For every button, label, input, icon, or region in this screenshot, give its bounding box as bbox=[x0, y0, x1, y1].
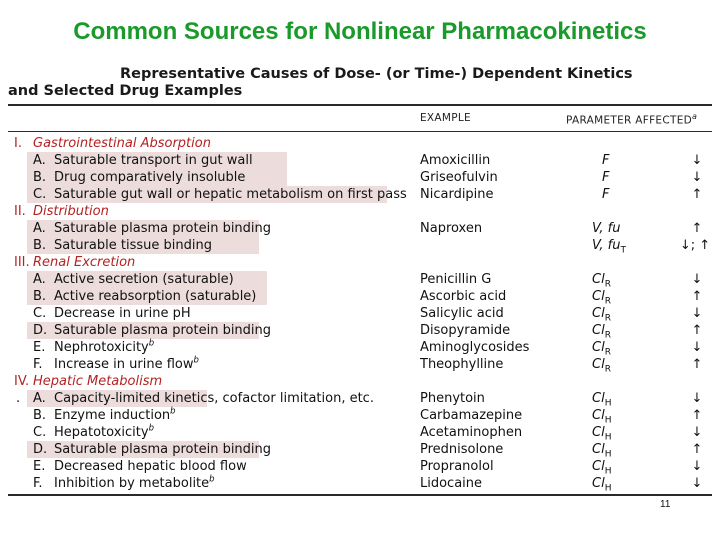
parameter-affected bbox=[592, 237, 626, 254]
row-label-text: Decrease in urine pH bbox=[54, 306, 191, 321]
section-label: Renal Excretion bbox=[33, 255, 136, 270]
page-number: 11 bbox=[660, 499, 671, 510]
header-rule bbox=[8, 131, 712, 132]
direction-arrow: ↑ bbox=[691, 408, 703, 423]
table-row bbox=[0, 475, 720, 492]
row-label bbox=[54, 424, 154, 441]
row-label bbox=[54, 356, 199, 373]
drug-example: Griseofulvin bbox=[420, 170, 498, 185]
table-row bbox=[0, 220, 720, 237]
row-letter: A. bbox=[33, 391, 46, 406]
row-letter: F. bbox=[33, 476, 43, 491]
section-row bbox=[0, 254, 720, 271]
parameter-subscript: H bbox=[604, 415, 612, 426]
row-label-text: Drug comparatively insoluble bbox=[54, 170, 246, 185]
row-letter: C. bbox=[33, 187, 47, 202]
row-label-text: Nephrotoxicity bbox=[54, 340, 149, 355]
direction-arrow: ↓ bbox=[691, 170, 703, 185]
row-letter: E. bbox=[33, 459, 46, 474]
drug-example: Salicylic acid bbox=[420, 306, 504, 321]
parameter-affected bbox=[602, 186, 609, 203]
row-label bbox=[54, 390, 374, 407]
bullet-dot: . bbox=[16, 391, 21, 406]
drug-example: Carbamazepine bbox=[420, 408, 523, 423]
row-label-text: Saturable plasma protein binding bbox=[54, 442, 272, 457]
parameter-affected bbox=[592, 458, 611, 475]
drug-example: Penicillin G bbox=[420, 272, 492, 287]
parameter-subscript: R bbox=[604, 347, 611, 358]
table-row bbox=[0, 441, 720, 458]
parameter-subscript: H bbox=[604, 398, 612, 409]
parameter-symbol: V, fu bbox=[592, 221, 621, 236]
section-number: I. bbox=[14, 136, 22, 151]
section-row bbox=[0, 373, 720, 390]
row-letter: F. bbox=[33, 357, 43, 372]
direction-arrow: ↑ bbox=[691, 323, 703, 338]
drug-example: Lidocaine bbox=[420, 476, 483, 491]
direction-arrow: ↓ bbox=[691, 476, 703, 491]
row-label bbox=[54, 458, 247, 475]
direction-arrow: ↓ bbox=[691, 459, 703, 474]
parameter-symbol: Cl bbox=[592, 272, 605, 287]
table-row bbox=[0, 152, 720, 169]
table-row bbox=[0, 407, 720, 424]
parameter-symbol: Cl bbox=[592, 391, 605, 406]
parameter-affected bbox=[592, 356, 611, 373]
parameter-affected bbox=[592, 220, 620, 237]
drug-example: Propranolol bbox=[420, 459, 494, 474]
direction-arrow: ↓ bbox=[691, 425, 703, 440]
section-number: III. bbox=[14, 255, 30, 270]
parameter-affected bbox=[592, 288, 611, 305]
parameter-symbol: Cl bbox=[592, 476, 605, 491]
row-label-text: Capacity-limited kinetics bbox=[54, 391, 215, 406]
footnote-marker: b bbox=[148, 338, 155, 349]
drug-example: Naproxen bbox=[420, 221, 483, 236]
direction-arrow: ↑ bbox=[691, 442, 703, 457]
parameter-symbol: Cl bbox=[592, 442, 605, 457]
drug-example: Phenytoin bbox=[420, 391, 485, 406]
parameter-subscript: T bbox=[620, 245, 626, 256]
table-row bbox=[0, 356, 720, 373]
drug-example: Nicardipine bbox=[420, 187, 494, 202]
row-label bbox=[54, 271, 234, 288]
parameter-symbol: F bbox=[602, 153, 610, 168]
direction-arrow: ↓; ↑ bbox=[679, 238, 711, 253]
row-letter: C. bbox=[33, 425, 47, 440]
table-title-line1: Representative Causes of Dose- (or Time-) Dependent Kinetics bbox=[120, 66, 633, 82]
parameter-affected bbox=[592, 424, 611, 441]
parameter-symbol: F bbox=[602, 187, 610, 202]
row-label-text: Increase in urine flow bbox=[54, 357, 194, 372]
drug-example: Disopyramide bbox=[420, 323, 511, 338]
table-title-line2: and Selected Drug Examples bbox=[8, 83, 243, 99]
drug-example: Amoxicillin bbox=[420, 153, 491, 168]
col-header-example: EXAMPLE bbox=[420, 112, 471, 124]
row-label-text: Active secretion (saturable) bbox=[54, 272, 234, 287]
parameter-affected bbox=[592, 390, 611, 407]
table-row bbox=[0, 424, 720, 441]
section-label: Hepatic Metabolism bbox=[33, 374, 163, 389]
table-row bbox=[0, 390, 720, 407]
table-row bbox=[0, 322, 720, 339]
section-label: Gastrointestinal Absorption bbox=[33, 136, 211, 151]
row-letter: C. bbox=[33, 306, 47, 321]
top-rule bbox=[8, 104, 712, 106]
row-letter: A. bbox=[33, 221, 46, 236]
bottom-rule bbox=[8, 494, 712, 496]
parameter-subscript: H bbox=[604, 432, 612, 443]
parameter-affected bbox=[592, 475, 611, 492]
row-label-text: Hepatotoxicity bbox=[54, 425, 149, 440]
parameter-symbol: Cl bbox=[592, 340, 605, 355]
row-label bbox=[54, 220, 271, 237]
parameter-affected bbox=[592, 305, 611, 322]
table-row bbox=[0, 288, 720, 305]
parameter-subscript: R bbox=[604, 296, 611, 307]
row-label-text: Saturable plasma protein binding bbox=[54, 323, 272, 338]
drug-example: Ascorbic acid bbox=[420, 289, 507, 304]
row-label-text: Saturable gut wall or hepatic metabolism on first pass bbox=[54, 187, 407, 202]
row-label-text: Saturable transport in gut wall bbox=[54, 153, 253, 168]
row-letter: B. bbox=[33, 408, 47, 423]
parameter-subscript: R bbox=[604, 279, 611, 290]
row-label-text: Saturable plasma protein binding bbox=[54, 221, 272, 236]
parameter-subscript: R bbox=[604, 330, 611, 341]
parameter-affected bbox=[602, 169, 609, 186]
table-row bbox=[0, 271, 720, 288]
section-number: IV. bbox=[14, 374, 30, 389]
row-letter: B. bbox=[33, 170, 47, 185]
parameter-symbol: V, fu bbox=[592, 238, 621, 253]
direction-arrow: ↑ bbox=[691, 357, 703, 372]
parameter-affected bbox=[592, 407, 611, 424]
parameter-symbol: Cl bbox=[592, 357, 605, 372]
row-label bbox=[54, 186, 407, 203]
row-letter: E. bbox=[33, 340, 46, 355]
row-letter: D. bbox=[33, 442, 48, 457]
direction-arrow: ↓ bbox=[691, 272, 703, 287]
drug-example: Acetaminophen bbox=[420, 425, 523, 440]
table-row bbox=[0, 305, 720, 322]
direction-arrow: ↑ bbox=[691, 221, 703, 236]
direction-arrow: ↑ bbox=[691, 187, 703, 202]
row-label bbox=[54, 339, 154, 356]
section-number: II. bbox=[14, 204, 26, 219]
row-label-suffix: , cofactor limitation, etc. bbox=[214, 391, 374, 406]
parameter-affected bbox=[592, 322, 611, 339]
row-label bbox=[54, 475, 215, 492]
row-label-text: Decreased hepatic blood flow bbox=[54, 459, 247, 474]
footnote-marker: b bbox=[170, 406, 176, 417]
row-letter: A. bbox=[33, 153, 46, 168]
parameter-symbol: F bbox=[602, 170, 610, 185]
drug-example: Theophylline bbox=[420, 357, 504, 372]
drug-example: Prednisolone bbox=[420, 442, 504, 457]
parameter-subscript: H bbox=[604, 466, 612, 477]
footnote-marker: b bbox=[148, 423, 154, 434]
direction-arrow: ↓ bbox=[691, 340, 703, 355]
row-label-text: Inhibition by metabolite bbox=[54, 476, 210, 491]
parameter-affected bbox=[592, 271, 611, 288]
direction-arrow: ↓ bbox=[691, 391, 703, 406]
row-label bbox=[54, 441, 271, 458]
table-row bbox=[0, 169, 720, 186]
row-letter: D. bbox=[33, 323, 48, 338]
direction-arrow: ↓ bbox=[691, 153, 703, 168]
footnote-marker: b bbox=[193, 355, 199, 366]
row-label bbox=[54, 407, 176, 424]
row-label bbox=[54, 322, 271, 339]
row-label bbox=[54, 152, 253, 169]
row-label bbox=[54, 237, 212, 254]
parameter-symbol: Cl bbox=[592, 459, 605, 474]
row-label bbox=[54, 169, 245, 186]
row-label bbox=[54, 288, 256, 305]
parameter-affected bbox=[592, 441, 611, 458]
direction-arrow: ↓ bbox=[691, 306, 703, 321]
parameter-symbol: Cl bbox=[592, 408, 605, 423]
parameter-symbol: Cl bbox=[592, 323, 605, 338]
parameter-subscript: H bbox=[604, 483, 612, 494]
table-row bbox=[0, 339, 720, 356]
section-row bbox=[0, 135, 720, 152]
row-label-text: Saturable tissue binding bbox=[54, 238, 212, 253]
drug-example: Aminoglycosides bbox=[420, 340, 530, 355]
row-letter: A. bbox=[33, 272, 46, 287]
section-row bbox=[0, 203, 720, 220]
parameter-subscript: R bbox=[604, 364, 611, 375]
slide-title: Common Sources for Nonlinear Pharmacokinetics bbox=[73, 18, 647, 45]
row-label-text: Enzyme induction bbox=[54, 408, 171, 423]
parameter-subscript: R bbox=[604, 313, 611, 324]
row-label-text: Active reabsorption (saturable) bbox=[54, 289, 257, 304]
parameter-affected bbox=[602, 152, 609, 169]
section-label: Distribution bbox=[33, 204, 109, 219]
row-letter: B. bbox=[33, 289, 47, 304]
table-row bbox=[0, 237, 720, 254]
parameter-affected bbox=[592, 339, 611, 356]
table-title bbox=[8, 66, 698, 100]
direction-arrow: ↑ bbox=[691, 289, 703, 304]
col-header-parameter: PARAMETER AFFECTED$^a$ bbox=[566, 112, 698, 127]
parameter-symbol: Cl bbox=[592, 425, 605, 440]
parameter-symbol: Cl bbox=[592, 306, 605, 321]
parameter-symbol: Cl bbox=[592, 289, 605, 304]
table-row bbox=[0, 458, 720, 475]
footnote-marker: b bbox=[209, 474, 215, 485]
row-letter: B. bbox=[33, 238, 47, 253]
parameter-subscript: H bbox=[604, 449, 612, 460]
table-row bbox=[0, 186, 720, 203]
row-label bbox=[54, 305, 191, 322]
